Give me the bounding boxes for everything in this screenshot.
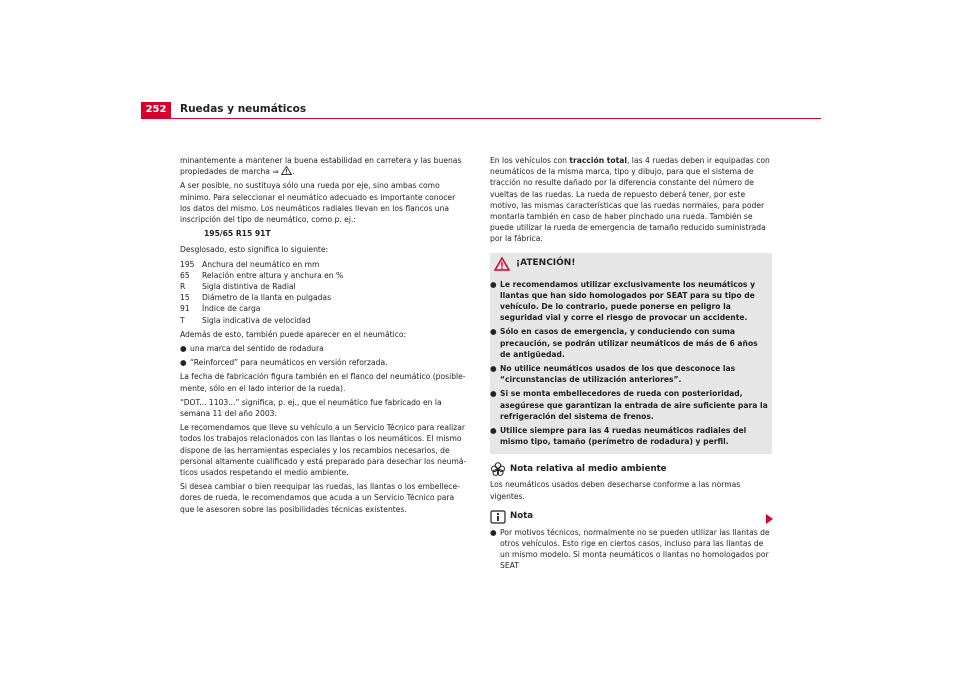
paragraph: A ser posible, no sustituya sólo una rueda por eje, sino ambas como mínimo. Para seleccionar el neumático adecuado es importante conocer los datos del mismo. Los neumáticos radiales llevan en los flancos una inscripción del tipo de neumático, como p. ej.:: [180, 181, 456, 225]
definition-row: 91 Índice de carga: [180, 304, 261, 314]
paragraph: Si desea cambiar o bien reequipar las ruedas, las llantas o los embellece-dores de rueda, le recomendamos que acuda a un Servicio Técnico para que le asesoren sobre las posibilidades técnicas existentes.: [180, 482, 460, 514]
info-icon: [490, 510, 506, 524]
note-title: Nota: [510, 511, 534, 522]
tire-code: 195/65 R15 91T: [204, 229, 271, 239]
bullet-icon: ●: [490, 426, 497, 436]
bullet-icon: ●: [490, 279, 497, 289]
warning-item: ● Si se monta embellecedores de rueda con posterioridad, asegúrese que garantizan la entrada de aire suficiente para la refrigeración del sistema de frenos.: [490, 389, 768, 421]
warning-item: ● Utilice siempre para las 4 ruedas neumáticos radiales del mismo tipo, tamaño (perímetro de rodadura) y perfil.: [490, 426, 747, 447]
bullet-icon: ●: [180, 344, 187, 354]
warning-triangle-icon: [281, 166, 292, 175]
bullet-icon: ●: [490, 364, 497, 374]
bullet-icon: ●: [490, 327, 497, 337]
paragraph: Además de esto, también puede aparecer en el neumático:: [180, 329, 407, 339]
environment-note-header: [490, 462, 772, 476]
warning-title: ¡ATENCIÓN!: [516, 258, 576, 269]
definition-row: 195 Anchura del neumático en mm: [180, 259, 320, 269]
definition-row: 65 Relación entre altura y anchura en %: [180, 270, 344, 280]
bullet-item: ● “Reinforced” para neumáticos en versión reforzada.: [180, 358, 388, 368]
paragraph: Desglosado, esto significa lo siguiente:: [180, 245, 329, 255]
next-page-arrow-icon: [766, 514, 773, 524]
warning-item: ● Sólo en casos de emergencia, y conduciendo con suma precaución, se podrán utilizar neumáticos de más de 6 años de antigüedad.: [490, 327, 758, 359]
definition-row: R Sigla distintiva de Radial: [180, 282, 296, 292]
paragraph: En los vehículos con tracción total, las 4 ruedas deben ir equipadas con neumáticos de la misma marca, tipo y dibujo, para que el sistema de tracción no resulte dañado por la diferencia constante del número de vueltas de las ruedas. La rueda de repuesto deberá tener, por este motivo, las mismas características que las ruedas normales, para poder montarla también en caso de haber pinchado una rueda. También se puede utilizar la rueda de emergencia de tamaño reducido suministrada por la fábrica.: [490, 156, 770, 244]
paragraph: Le recomendamos que lleve su vehículo a un Servicio Técnico para realizar todos los trabajos relacionados con las llantas o los neumáticos. El mismo dispone de las herramientas especiales y los recambios necesarios, de personal altamente cualificado y está preparado para desechar los neumá-ticos usados respetando el medio ambiente.: [180, 423, 467, 478]
right-column: [490, 155, 772, 575]
bullet-item: ● una marca del sentido de rodadura: [180, 344, 324, 354]
environment-note-text: Los neumáticos usados deben desecharse conforme a las normas vigentes.: [490, 480, 741, 501]
note-item: ● Por motivos técnicos, normalmente no se pueden utilizar las llantas de otros vehículos. Esto rige en ciertos casos, incluso para las llantas de un mismo modelo. Si monta neumáticos o llantas no homologados por SEAT: [490, 527, 770, 571]
header-rule: [141, 118, 821, 119]
bullet-icon: ●: [490, 527, 497, 537]
paragraph: La fecha de fabricación figura también en el flanco del neumático (posible-mente, sólo en el lado interior de la rueda).: [180, 372, 466, 393]
definition-row: 15 Diámetro de la llanta en pulgadas: [180, 293, 332, 303]
bullet-icon: ●: [180, 358, 187, 368]
warning-triangle-icon: [494, 257, 510, 271]
warning-box: [490, 253, 772, 455]
paragraph: “DOT... 1103...” significa, p. ej., que el neumático fue fabricado en la semana 11 del año 2003.: [180, 397, 442, 419]
warning-item: ● No utilice neumáticos usados de los que desconoce las “circunstancias de utilización anteriores”.: [490, 364, 736, 385]
warning-header: [494, 257, 768, 271]
flower-icon: [490, 462, 506, 476]
note-header: [490, 510, 772, 524]
definition-list: [180, 259, 468, 326]
definition-row: T Sigla indicativa de velocidad: [180, 315, 311, 325]
paragraph: minantemente a mantener la buena estabilidad en carretera y las buenas propiedades de marcha ⇒ .: [180, 156, 462, 177]
bullet-icon: ●: [490, 389, 497, 399]
page-number: 252: [141, 102, 171, 118]
section-title: Ruedas y neumáticos: [180, 103, 307, 115]
warning-item: ● Le recomendamos utilizar exclusivamente los neumáticos y llantas que han sido homologados por SEAT para su tipo de vehículo. De lo contrario, puede ponerse en peligro la seguridad vial y corre el riesgo de provocar un accidente.: [490, 279, 756, 323]
left-column: [180, 155, 468, 518]
environment-note-title: Nota relativa al medio ambiente: [510, 463, 667, 474]
